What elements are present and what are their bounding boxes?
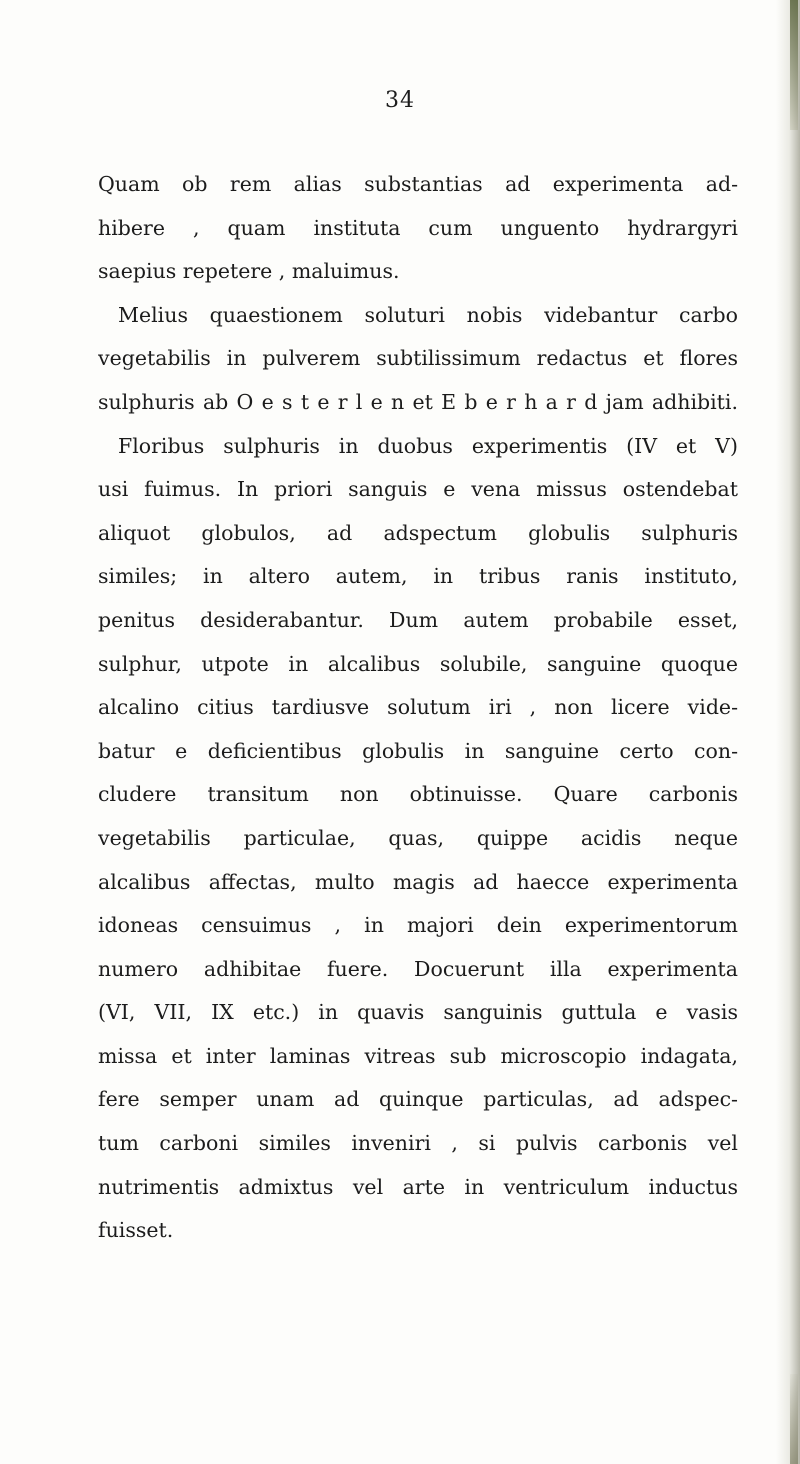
- page-edge-shadow: [776, 0, 800, 1464]
- text-line: saepius repetere , maluimus.: [98, 259, 400, 284]
- text-line: batur e deficientibus globulis in sanguine certo con-: [98, 738, 738, 763]
- text-line: tum carboni similes inveniri , si pulvis carbonis vel: [98, 1131, 738, 1156]
- text-line: Quam ob rem alias substantias ad experimenta ad-: [98, 172, 738, 196]
- text-line: usi fuimus. In priori sanguis e vena missus ostendebat: [98, 477, 738, 502]
- text-line: idoneas censuimus , in majori dein experimentorum: [98, 913, 738, 938]
- text-line: alcalino citius tardiusve solutum iri , non licere vide-: [98, 695, 738, 720]
- text-line: vegetabilis particulae, quas, quippe acidis neque: [98, 825, 738, 850]
- text-line: similes; in altero autem, in tribus ranis instituto,: [98, 564, 738, 589]
- text-line: cludere transitum non obtinuisse. Quare carbonis: [98, 782, 738, 807]
- text-line: aliquot globulos, ad adspectum globulis sulphuris: [98, 520, 738, 545]
- text-line: penitus desiderabantur. Dum autem probabile esset,: [98, 607, 738, 632]
- text-line: Floribus sulphuris in duobus experimentis (IV et V): [118, 433, 738, 458]
- text-line: sulphur, utpote in alcalibus solubile, sanguine quoque: [98, 651, 738, 676]
- text-line: nutrimentis admixtus vel arte in ventriculum inductus: [98, 1174, 738, 1199]
- text-line: fuisset.: [98, 1218, 174, 1243]
- page-edge-stain-bottom: [790, 1374, 798, 1464]
- text-line: numero adhibitae fuere. Docuerunt illa experimenta: [98, 956, 738, 981]
- text-line: (VI, VII, IX etc.) in quavis sanguinis guttula e vasis: [98, 1000, 738, 1025]
- text-line: vegetabilis in pulverem subtilissimum redactus et flores: [98, 346, 738, 371]
- page-number: 34: [385, 88, 415, 113]
- text-line: fere semper unam ad quinque particulas, ad adspec-: [98, 1087, 738, 1112]
- text-line: hibere , quam instituta cum unguento hydrargyri: [98, 215, 738, 240]
- body-text: [98, 163, 738, 1253]
- text-line: missa et inter laminas vitreas sub microscopio indagata,: [98, 1043, 738, 1068]
- text-line: Melius quaestionem soluturi nobis videbantur carbo: [118, 302, 738, 327]
- text-line: sulphuris ab O e s t e r l e n et E b e r h a r d jam adhibiti.: [98, 389, 738, 414]
- text-line: alcalibus affectas, multo magis ad haecce experimenta: [98, 869, 738, 894]
